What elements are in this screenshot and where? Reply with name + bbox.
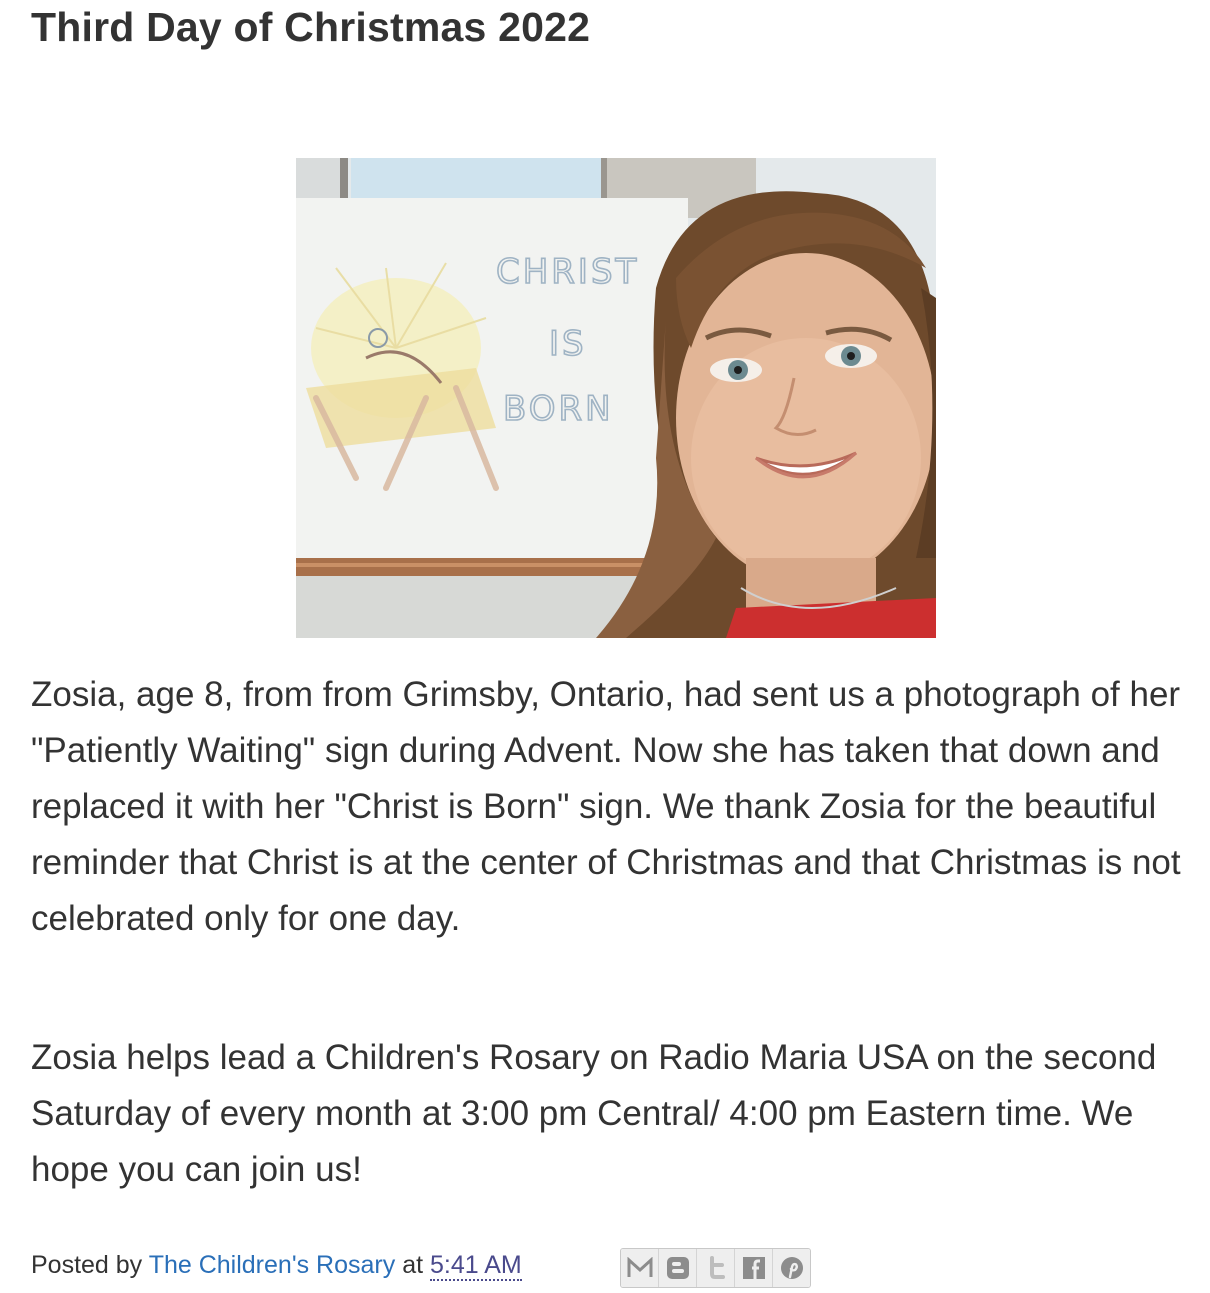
- email-icon: [627, 1257, 653, 1279]
- post-paragraph: Zosia helps lead a Children's Rosary on Radio Maria USA on the second Saturday of every month at 3:00 pm Central/ 4:00 pm Eastern time. We hope you can join us!: [31, 1038, 1157, 1189]
- author-link[interactable]: The Children's Rosary: [148, 1251, 396, 1279]
- post-title[interactable]: Third Day of Christmas 2022: [31, 4, 591, 50]
- photo-girl-with-christ-is-born-sign: [296, 158, 936, 638]
- share-buttons: [620, 1248, 811, 1288]
- posted-by-label: Posted by: [31, 1251, 143, 1279]
- post-footer-byline: [31, 1247, 522, 1283]
- blogger-icon: [666, 1256, 690, 1280]
- share-facebook-button[interactable]: [735, 1249, 773, 1287]
- share-twitter-button[interactable]: [697, 1249, 735, 1287]
- sign-line-christ: CHRIST: [496, 252, 640, 292]
- at-label: at: [402, 1251, 424, 1279]
- pinterest-icon: [780, 1256, 804, 1280]
- post-photo[interactable]: [296, 158, 936, 638]
- share-email-button[interactable]: [621, 1249, 659, 1287]
- sign-line-born: BORN: [503, 389, 614, 429]
- share-pinterest-button[interactable]: [773, 1249, 810, 1287]
- post-paragraph: Zosia, age 8, from from Grimsby, Ontario, had sent us a photograph of her "Patiently Waiting" sign during Advent. Now she has taken that down and replaced it with her "Christ is Born" sign. We thank Zosia for the beautiful reminder that Christ is at the center of Christmas and that Christmas is not celebrated only for one day.: [31, 675, 1181, 938]
- share-blogger-button[interactable]: [659, 1249, 697, 1287]
- sign-line-is: IS: [549, 324, 587, 364]
- twitter-icon: [704, 1256, 728, 1280]
- post-timestamp-link[interactable]: 5:41 AM: [430, 1251, 522, 1279]
- facebook-icon: [742, 1256, 766, 1280]
